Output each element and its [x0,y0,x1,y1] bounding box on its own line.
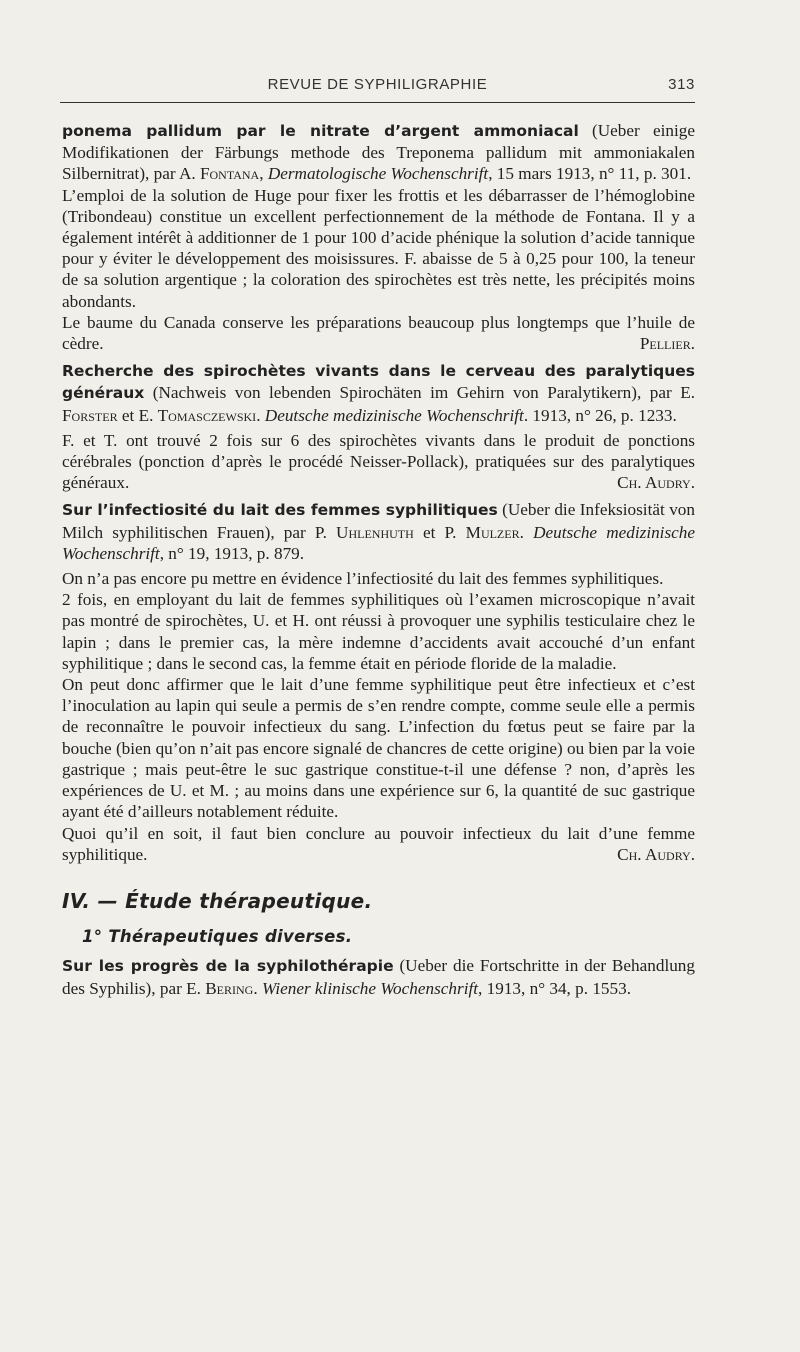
article-1-ref: (Ueber einige Modifikationen der Färbungs methode des Treponema pallidum mit ammoniakalen Silbernitrat), par A. [62,121,695,184]
article-3-journal: Deutsche medizinische Wochenschrift [62,522,695,563]
article-1-signature: Pellier. [639,334,695,354]
article-1-para2-text: Le baume du Canada conserve les préparations beaucoup plus longtemps que l’huile de cèdre. [62,312,695,354]
article-2-journal: Deutsche medizinische Wochenschrift [264,405,524,425]
article-2-paragraph [62,430,695,494]
article-2-signature: Ch. Audry. [617,473,695,493]
article-1-paragraph: L’emploi de la solution de Huge pour fixer les frottis et les débarrasser de l’hémoglobine (Tribondeau) constitue un excellent perfectionnement de la méthode de Fontana. Il y a également intérêt à additionner de 1 pour 100 d’acide phénique la solution d’acide tannique pour y éviter le développement des moisissures. F. abaisse de 5 à 0,25 pour 100, la teneur de sa solution argentique ; la coloration des spirochètes est très nette, les précipités moins abondants. [62,185,695,311]
article-2-author-2: Tomasczewski [157,405,257,425]
article-body [62,120,695,999]
article-1-title: ponema pallidum par le nitrate d’argent ammoniacal [62,122,579,140]
article-2-ref-end: . 1913, n° 26, p. 1233. [523,405,677,425]
article-2-and: et E. [117,405,158,425]
article-1-author: Fontana [199,164,260,184]
article-2-sep: . [256,405,265,425]
article-1-journal: Dermatologische Wochenschrift [267,164,489,184]
article-1-citation [62,120,695,185]
article-2-author-1: Forster [62,405,118,425]
article-3-author-2: Mulzer [465,522,520,542]
article-3-paragraph-2: 2 fois, en employant du lait de femmes syphilitiques où l’examen microscopique n’avait pas montré de spirochètes, U. et H. ont réussi à provoquer une syphilis testiculaire chez le lapin ; dans le premier cas, la mère indemne d’accidents avait accouché d’un enfant syphilitique ; dans le second cas, la femme était en période floride de la maladie. [62,590,695,673]
article-3-and: et P. [413,522,466,542]
article-1-ref-end: , 15 mars 1913, n° 11, p. 301. [488,164,692,184]
article-3-paragraph-3: On peut donc affirmer que le lait d’une femme syphilitique peut être infectieux et c’est l’inoculation au lapin qui seule a permis de s’en rendre compte, comme seule elle a permis de reconnaître le pouvoir infectieux du sang. L’infection du fœtus peut se faire par la bouche (bien qu’on n’ait pas encore signalé de chancres de cette origine) ou bien par la voie gastrique ; mais peut-être le suc gastrique constitue-t-il une défense ? non, d’après les expériences de U. et M. ; au moins dans une expérience sur 6, la quantité de suc gastrique ayant été d’ailleurs notablement réduite. [62,675,695,822]
page-number: 313 [668,76,695,93]
running-title: REVUE DE SYPHILIGRAPHIE [267,76,488,93]
article-4-title: Sur les progrès de la syphilothérapie [62,957,394,976]
article-3-citation [62,499,695,564]
article-3-author-1: Uhlenhuth [336,522,414,542]
article-3-para4-text: Quoi qu’il en soit, il faut bien conclure au pouvoir infectieux du lait d’une femme syphilitique. [62,823,695,864]
article-3-sep: . [519,522,534,542]
article-3-ref-end: , n° 19, 1913, p. 879. [159,543,305,563]
article-4-ref: (Ueber die Fortschritte in der Behandlung des Syphilis), par E. [62,956,695,998]
article-3-ref: (Ueber die Infeksiosität von Milch syphilitischen Frauen), par P. [62,500,695,542]
article-3-signature: Ch. Audry. [617,844,695,864]
article-1-paragraph-2 [62,312,695,354]
article-2-title: Recherche des spirochètes vivants dans le cerveau des paralytiques généraux [62,362,695,403]
running-header [60,72,695,103]
article-3-paragraph-1: On n’a pas encore pu mettre en évidence l’infectiosité du lait des femmes syphilitiques. [62,569,664,589]
article-3-paragraph-4 [62,823,695,865]
article-2-para-text: F. et T. ont trouvé 2 fois sur 6 des spirochètes vivants dans le produit de ponctions cérébrales (ponction d’après le procédé Neisser-Pollack), pratiquées sur des paralytiques généraux. [62,430,695,493]
article-4-journal: Wiener klinische Wochenschrift [261,978,479,998]
article-1-sep: , [259,164,268,184]
section-heading: IV. — Étude thérapeutique. [62,888,373,913]
article-2-ref: (Nachweis von lebenden Spirochäten im Gehirn von Paralytikern), par E. [144,383,695,403]
article-4-sep: . [253,978,262,998]
subsection-heading: 1° Thérapeutiques diverses. [82,927,353,947]
article-3-title: Sur l’infectiosité du lait des femmes syphilitiques [62,501,498,520]
article-4-author: Bering [205,978,254,998]
article-2-citation [62,360,695,426]
article-4-ref-end: , 1913, n° 34, p. 1553. [478,978,631,998]
article-4-citation [62,955,695,998]
